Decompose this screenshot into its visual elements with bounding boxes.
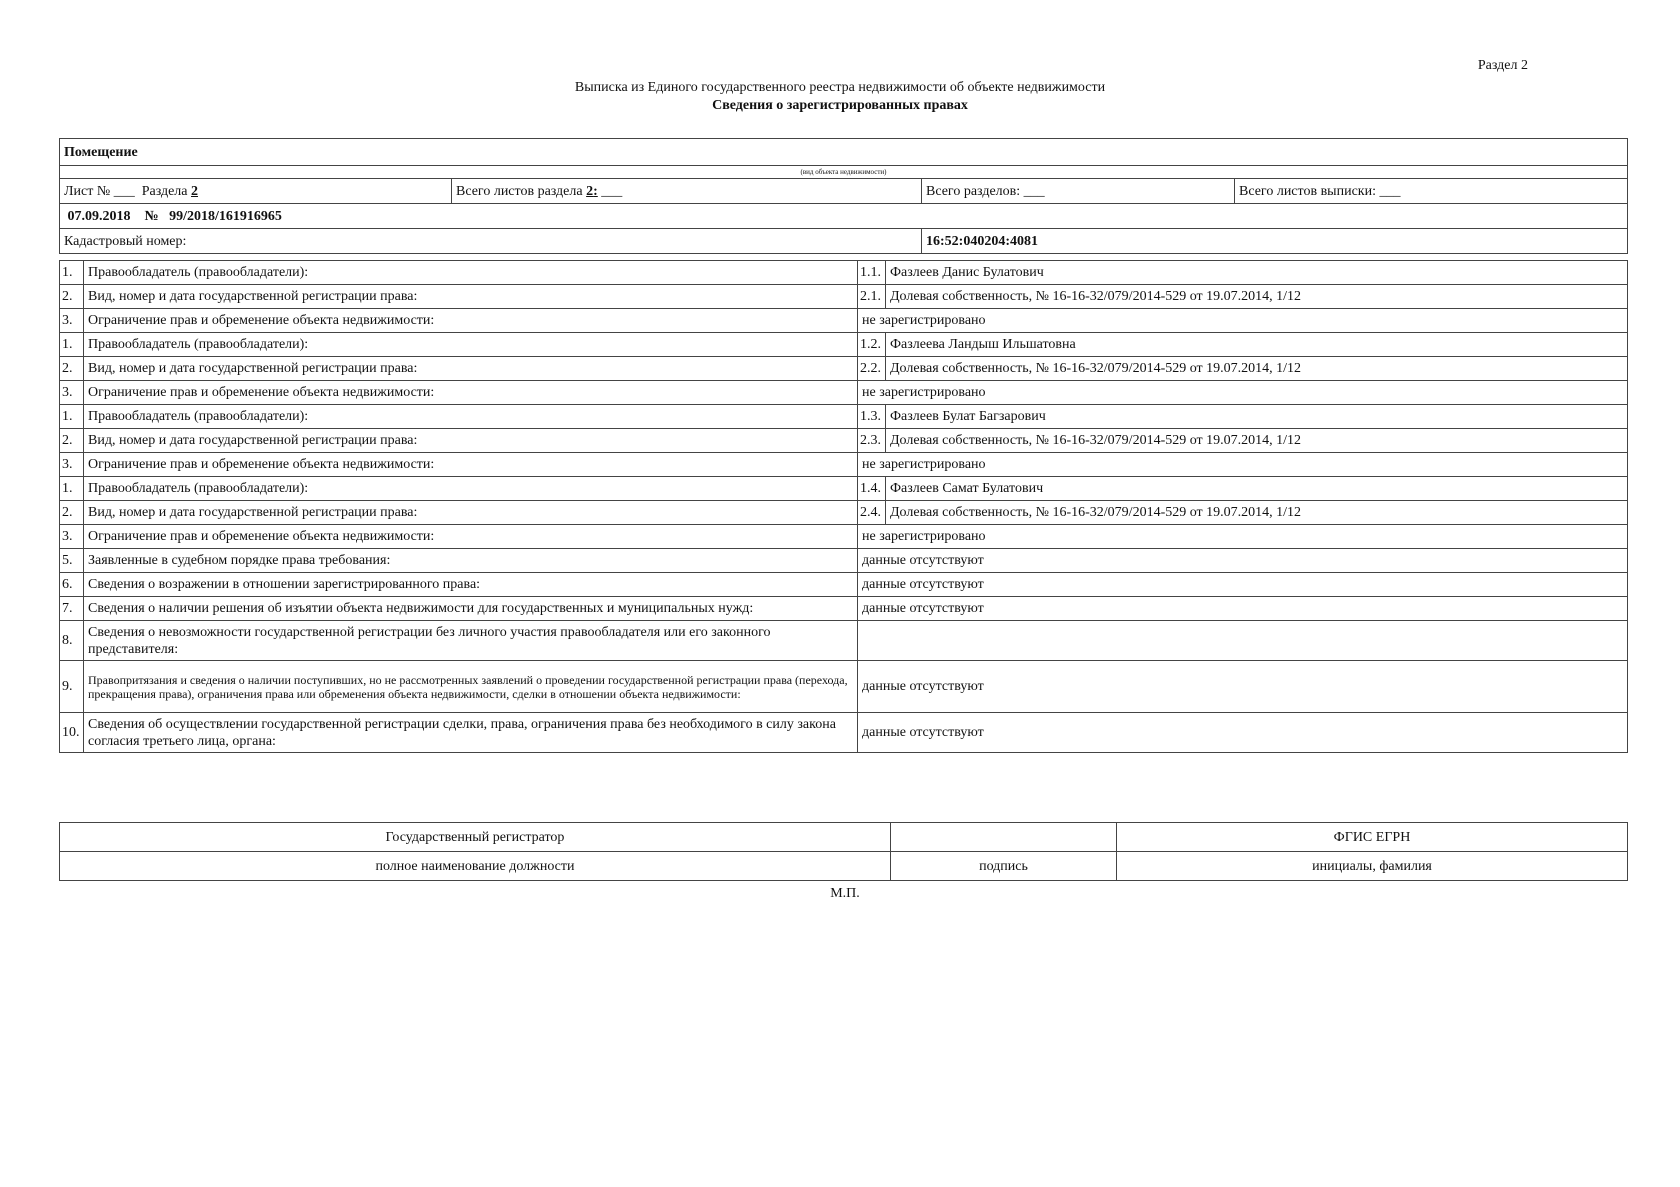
row-number: 2.	[60, 429, 84, 453]
row-value: Фазлеева Ландыш Ильшатовна	[886, 333, 1628, 357]
object-type-hint: (вид объекта недвижимости)	[60, 166, 1628, 179]
extract-number: 99/2018/161916965	[169, 208, 282, 224]
row-value: данные отсутствуют	[858, 713, 1628, 753]
row-sub-number: 1.1.	[858, 261, 886, 285]
row-number: 6.	[60, 573, 84, 597]
row-label: Сведения о невозможности государственной регистрации без личного участия правообладателя или его законного представителя:	[84, 621, 858, 661]
rights-row	[60, 261, 1628, 285]
section-label: Раздел 2	[1477, 58, 1528, 73]
row-sub-number: 2.4.	[858, 501, 886, 525]
row-sub-number: 1.2.	[858, 333, 886, 357]
header-table	[59, 138, 1628, 254]
total-sheets-extract-cell	[1235, 179, 1628, 204]
row-value: Фазлеев Самат Булатович	[886, 477, 1628, 501]
sheet-number-cell	[60, 179, 452, 204]
section-number: 2	[191, 183, 199, 199]
row-value: Долевая собственность, № 16-16-32/079/2014-529 от 19.07.2014, 1/12	[886, 357, 1628, 381]
rights-row	[60, 309, 1628, 333]
row-number: 1.	[60, 405, 84, 429]
row-number: 2.	[60, 285, 84, 309]
row-number: 3.	[60, 525, 84, 549]
number-sign: №	[144, 208, 159, 224]
row-label: Ограничение прав и обременение объекта недвижимости:	[84, 381, 858, 405]
row-number: 1.	[60, 333, 84, 357]
row-label: Правопритязания и сведения о наличии поступивших, но не рассмотренных заявлений о проведении государственной регистрации права (перехода, прекращения права), ограничения права или обременения объекта недвижимости, сделки в отношении объекта недвижимости:	[84, 661, 858, 713]
row-label: Сведения о наличии решения об изъятии объекта недвижимости для государственных и муниципальных нужд:	[84, 597, 858, 621]
date-number-cell	[60, 204, 1628, 229]
extra-row	[60, 597, 1628, 621]
row-value: не зарегистрировано	[858, 381, 1628, 405]
row-sub-number: 1.4.	[858, 477, 886, 501]
row-value: Долевая собственность, № 16-16-32/079/2014-529 от 19.07.2014, 1/12	[886, 501, 1628, 525]
row-sub-number: 1.3.	[858, 405, 886, 429]
object-type: Помещение	[60, 139, 1628, 166]
row-value: Долевая собственность, № 16-16-32/079/2014-529 от 19.07.2014, 1/12	[886, 285, 1628, 309]
rights-row	[60, 285, 1628, 309]
row-value	[858, 621, 1628, 661]
extra-row	[60, 549, 1628, 573]
rights-row	[60, 429, 1628, 453]
rights-row	[60, 381, 1628, 405]
row-number: 7.	[60, 597, 84, 621]
rights-table	[59, 260, 1628, 753]
row-label: Вид, номер и дата государственной регистрации права:	[84, 501, 858, 525]
rights-row	[60, 525, 1628, 549]
document-title: Выписка из Единого государственного реестра недвижимости об объекте недвижимости	[574, 80, 1106, 95]
sheet-blank: ___	[113, 183, 135, 199]
row-number: 3.	[60, 381, 84, 405]
cadastral-label: Кадастровый номер:	[60, 229, 922, 254]
stamp-place: М.П.	[830, 886, 860, 901]
extra-row	[60, 661, 1628, 713]
total-sections-cell	[922, 179, 1235, 204]
caption-position: полное наименование должности	[60, 852, 891, 881]
rights-row	[60, 357, 1628, 381]
caption-name: инициалы, фамилия	[1117, 852, 1628, 881]
registrar-position: Государственный регистратор	[60, 823, 891, 852]
rights-row	[60, 405, 1628, 429]
extra-row	[60, 621, 1628, 661]
row-value: данные отсутствуют	[858, 549, 1628, 573]
row-value: Фазлеев Данис Булатович	[886, 261, 1628, 285]
document-subtitle: Сведения о зарегистрированных правах	[712, 98, 968, 113]
total-sheets-section-value: 2	[586, 183, 594, 199]
row-number: 2.	[60, 357, 84, 381]
row-label: Правообладатель (правообладатели):	[84, 477, 858, 501]
row-value: данные отсутствуют	[858, 661, 1628, 713]
sheet-label: Лист №	[64, 183, 111, 199]
extra-row	[60, 573, 1628, 597]
row-number: 10.	[60, 713, 84, 753]
row-label: Вид, номер и дата государственной регистрации права:	[84, 429, 858, 453]
row-label: Ограничение прав и обременение объекта недвижимости:	[84, 453, 858, 477]
row-number: 3.	[60, 453, 84, 477]
row-label: Ограничение прав и обременение объекта недвижимости:	[84, 525, 858, 549]
total-sheets-extract-blank: ___	[1379, 183, 1401, 199]
total-sheets-section-label: Всего листов раздела	[456, 183, 583, 199]
rights-row	[60, 477, 1628, 501]
registrar-name: ФГИС ЕГРН	[1117, 823, 1628, 852]
signature-field	[891, 823, 1117, 852]
total-sections-blank: ___	[1023, 183, 1045, 199]
row-label: Правообладатель (правообладатели):	[84, 405, 858, 429]
rights-row	[60, 453, 1628, 477]
row-value: Фазлеев Булат Багзарович	[886, 405, 1628, 429]
row-label: Правообладатель (правообладатели):	[84, 261, 858, 285]
row-value: не зарегистрировано	[858, 453, 1628, 477]
row-label: Вид, номер и дата государственной регистрации права:	[84, 357, 858, 381]
row-label: Ограничение прав и обременение объекта недвижимости:	[84, 309, 858, 333]
row-value: Долевая собственность, № 16-16-32/079/2014-529 от 19.07.2014, 1/12	[886, 429, 1628, 453]
extract-date: 07.09.2018	[67, 208, 131, 224]
row-number: 1.	[60, 477, 84, 501]
row-number: 1.	[60, 261, 84, 285]
row-value: данные отсутствуют	[858, 597, 1628, 621]
section-word: Раздела	[141, 183, 188, 199]
total-sheets-section-cell: Всего листов раздела 2: ___	[452, 179, 922, 204]
total-sections-label: Всего разделов:	[926, 183, 1021, 199]
row-label: Правообладатель (правообладатели):	[84, 333, 858, 357]
row-sub-number: 2.3.	[858, 429, 886, 453]
row-sub-number: 2.1.	[858, 285, 886, 309]
row-sub-number: 2.2.	[858, 357, 886, 381]
row-value: не зарегистрировано	[858, 309, 1628, 333]
total-sheets-section-blank: ___	[601, 183, 623, 199]
cadastral-number: 16:52:040204:4081	[922, 229, 1628, 254]
rights-row	[60, 333, 1628, 357]
row-label: Вид, номер и дата государственной регистрации права:	[84, 285, 858, 309]
signature-table	[59, 822, 1628, 881]
row-value: данные отсутствуют	[858, 573, 1628, 597]
rights-row	[60, 501, 1628, 525]
row-label: Сведения о возражении в отношении зарегистрированного права:	[84, 573, 858, 597]
caption-signature: подпись	[891, 852, 1117, 881]
row-number: 8.	[60, 621, 84, 661]
total-sheets-extract-label: Всего листов выписки:	[1239, 183, 1376, 199]
row-value: не зарегистрировано	[858, 525, 1628, 549]
row-number: 3.	[60, 309, 84, 333]
row-number: 2.	[60, 501, 84, 525]
row-number: 9.	[60, 661, 84, 713]
extra-row	[60, 713, 1628, 753]
row-number: 5.	[60, 549, 84, 573]
row-label: Заявленные в судебном порядке права требования:	[84, 549, 858, 573]
row-label: Сведения об осуществлении государственной регистрации сделки, права, ограничения права без необходимого в силу закона согласия третьего лица, органа:	[84, 713, 858, 753]
